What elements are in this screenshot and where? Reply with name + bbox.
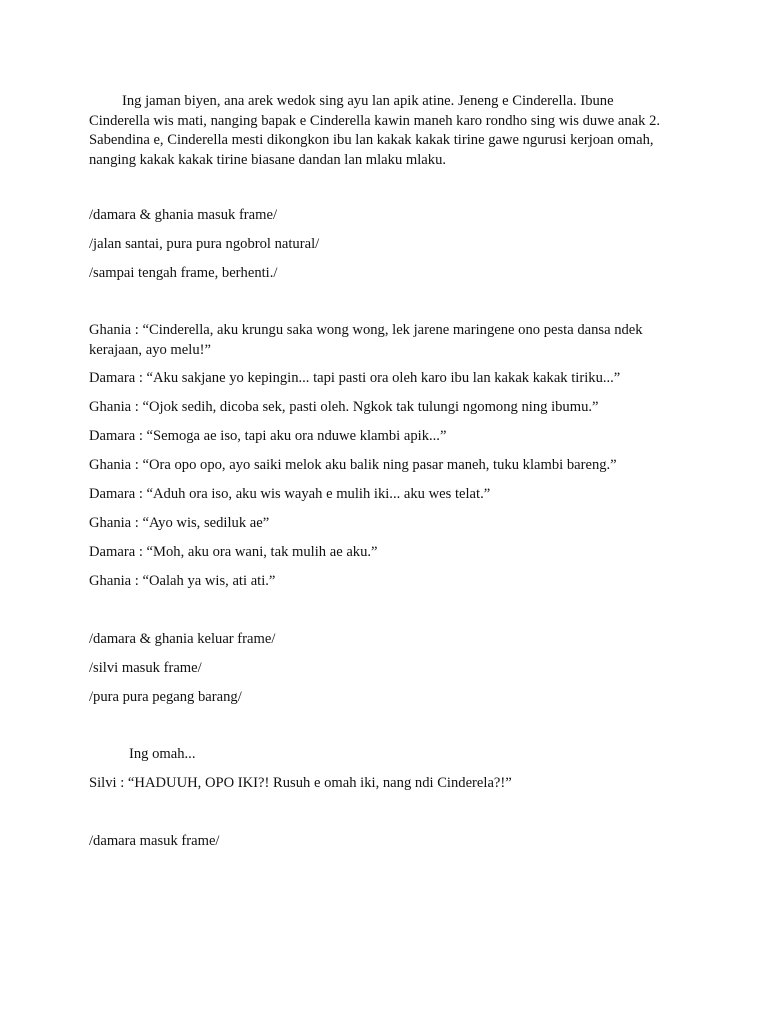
stage-direction: /silvi masuk frame/ bbox=[89, 660, 202, 676]
dialog-line: Damara : “Aduh ora iso, aku wis wayah e mulih iki... aku wes telat.” bbox=[89, 486, 491, 502]
stage-direction: /damara & ghania masuk frame/ bbox=[89, 207, 278, 223]
dialog-line: Damara : “Semoga ae iso, tapi aku ora nduwe klambi apik...” bbox=[89, 428, 447, 444]
stage-direction: /jalan santai, pura pura ngobrol natural/ bbox=[89, 236, 320, 252]
stage-direction: /damara masuk frame/ bbox=[89, 833, 220, 849]
dialog-line: Ghania : “Ora opo opo, ayo saiki melok aku balik ning pasar maneh, tuku klambi bareng.” bbox=[89, 457, 617, 473]
dialog-line: Ghania : “Ayo wis, sediluk ae” bbox=[89, 515, 270, 531]
dialog-line: Damara : “Moh, aku ora wani, tak mulih ae aku.” bbox=[89, 544, 378, 560]
dialog-line: Damara : “Aku sakjane yo kepingin... tapi pasti ora oleh karo ibu lan kakak kakak tiriku...” bbox=[89, 370, 621, 386]
dialog-line: Ghania : “Ojok sedih, dicoba sek, pasti oleh. Ngkok tak tulungi ngomong ning ibumu.” bbox=[89, 399, 599, 415]
stage-direction: /pura pura pegang barang/ bbox=[89, 689, 242, 705]
dialog-line: Silvi : “HADUUH, OPO IKI?! Rusuh e omah iki, nang ndi Cinderela?!” bbox=[89, 775, 512, 791]
scene-heading: Ing omah... bbox=[129, 746, 196, 762]
intro-paragraph: Ing jaman biyen, ana arek wedok sing ayu lan apik atine. Jeneng e Cinderella. Ibune Cinderella wis mati, nanging bapak e Cinderella kawin maneh karo rondho sing wis duwe anak 2. Sabendina e, Cinderella mesti dikongkon ibu lan kakak kakak tirine gawe ngurusi kerjoan omah, nanging kakak kakak tirine biasane dandan lan mlaku mlaku. bbox=[89, 93, 661, 168]
dialog-line: Ghania : “Oalah ya wis, ati ati.” bbox=[89, 573, 276, 589]
stage-direction: /sampai tengah frame, berhenti./ bbox=[89, 265, 278, 281]
dialog-line: Ghania : “Cinderella, aku krungu saka wong wong, lek jarene maringene ono pesta dansa ndek kerajaan, ayo melu!” bbox=[89, 322, 643, 358]
stage-direction: /damara & ghania keluar frame/ bbox=[89, 631, 276, 647]
